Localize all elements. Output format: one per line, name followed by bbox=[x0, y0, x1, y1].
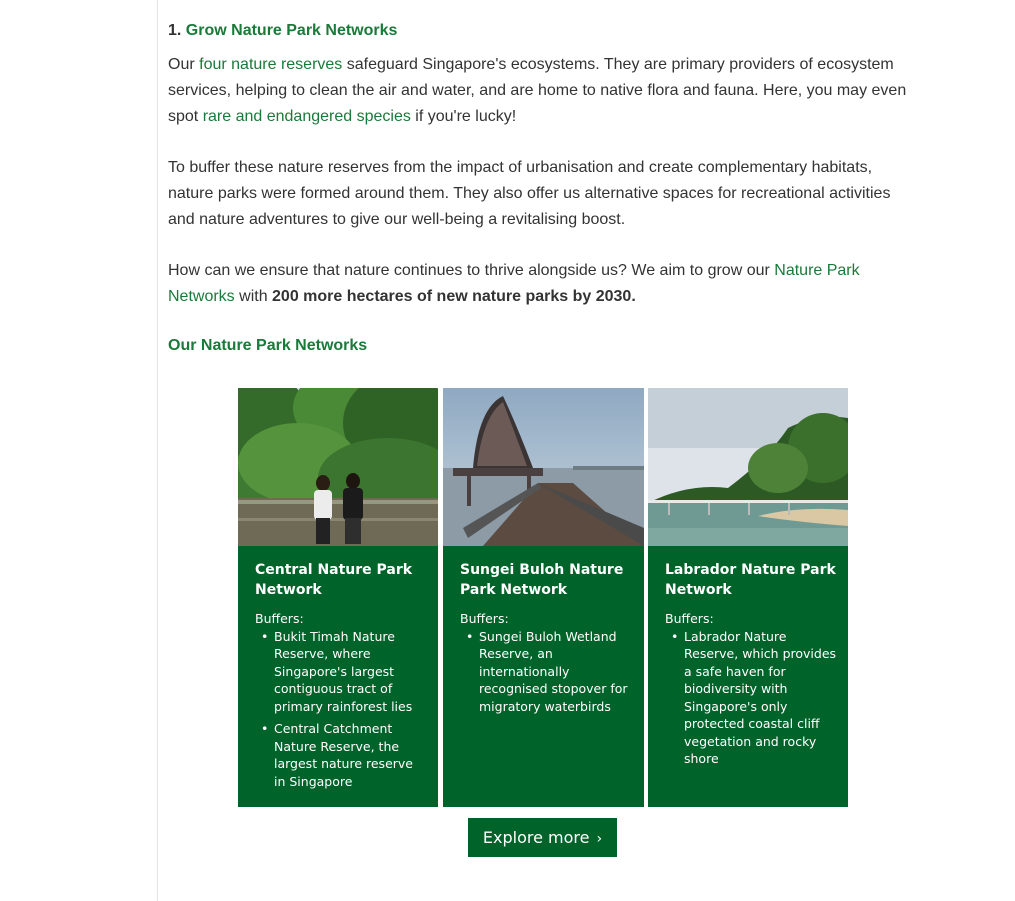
paragraph-text: if you're lucky! bbox=[410, 108, 517, 125]
buffer-list bbox=[255, 628, 428, 791]
target-highlight: 200 more hectares of new nature parks by 2030. bbox=[272, 288, 636, 305]
networks-subheading: Our Nature Park Networks bbox=[168, 337, 368, 354]
paragraph-grow bbox=[168, 258, 913, 310]
buffers-label: Buffers: bbox=[460, 611, 509, 626]
section-number: 1. bbox=[168, 22, 182, 39]
explore-more-button[interactable] bbox=[468, 818, 617, 857]
list-item bbox=[665, 628, 838, 768]
list-item-text: Bukit Timah Nature Reserve, where Singapore's largest contiguous tract of primary rainforest lies bbox=[274, 628, 413, 714]
nature-park-cards bbox=[238, 388, 848, 808]
nature-park-networks-link[interactable]: Nature Park Networks bbox=[168, 262, 860, 305]
paragraph-text: How can we ensure that nature continues to thrive alongside us? We aim to grow our bbox=[168, 262, 775, 279]
article-content bbox=[168, 20, 913, 357]
buffers-label: Buffers: bbox=[665, 611, 714, 626]
four-nature-reserves-link[interactable]: four nature reserves bbox=[199, 56, 343, 73]
rare-endangered-species-link[interactable]: rare and endangered species bbox=[202, 108, 411, 125]
buffer-list bbox=[665, 628, 838, 768]
buffer-list bbox=[460, 628, 634, 716]
explore-more-label: Explore more bbox=[482, 828, 590, 847]
card-sungei-buloh-nature-park bbox=[443, 388, 644, 807]
paragraph-text: safeguard Singapore's ecosystems. They are primary providers of ecosystem services, helping to clean the air and water, and are home to native flora and fauna. Here, you may even spot bbox=[168, 56, 907, 125]
list-item bbox=[255, 628, 428, 716]
card-body bbox=[648, 546, 848, 807]
card-central-nature-park bbox=[238, 388, 438, 807]
list-item-text: Labrador Nature Reserve, which provides a safe haven for biodiversity with Singapore's only protected coastal cliff vegetation and rocky shore bbox=[684, 628, 837, 766]
paragraph-reserves bbox=[168, 52, 913, 130]
central-forest-photo bbox=[238, 388, 438, 546]
list-item bbox=[255, 720, 428, 790]
sungei-buloh-boardwalk-photo bbox=[443, 388, 644, 546]
bullet-icon: • bbox=[671, 628, 679, 644]
card-title: Labrador Nature Park Network bbox=[665, 562, 836, 598]
paragraph-text: with bbox=[234, 288, 273, 305]
card-body bbox=[443, 546, 644, 807]
list-item bbox=[460, 628, 634, 716]
list-item-text: Sungei Buloh Wetland Reserve, an internationally recognised stopover for migratory waterbirds bbox=[479, 628, 628, 714]
list-item-text: Central Catchment Nature Reserve, the largest nature reserve in Singapore bbox=[274, 721, 413, 789]
bullet-icon: • bbox=[466, 628, 474, 644]
buffers-label: Buffers: bbox=[255, 611, 304, 626]
chevron-right-icon: › bbox=[596, 831, 603, 847]
content-left-border bbox=[157, 0, 158, 901]
bullet-icon: • bbox=[261, 628, 269, 644]
card-labrador-nature-park bbox=[648, 388, 848, 807]
card-body bbox=[238, 546, 438, 807]
section-heading bbox=[168, 20, 913, 42]
section-title: Grow Nature Park Networks bbox=[185, 22, 398, 39]
bullet-icon: • bbox=[261, 721, 269, 736]
paragraph-text: Our bbox=[168, 56, 200, 73]
card-title: Sungei Buloh Nature Park Network bbox=[460, 562, 624, 598]
paragraph-buffer: To buffer these nature reserves from the impact of urbanisation and create complementary habitats, nature parks were formed around them. They also offer us alternative spaces for recreational activities and nature adventures to give our well-being a revitalising boost. bbox=[168, 159, 891, 228]
labrador-coast-photo bbox=[648, 388, 848, 546]
card-title: Central Nature Park Network bbox=[255, 562, 413, 598]
